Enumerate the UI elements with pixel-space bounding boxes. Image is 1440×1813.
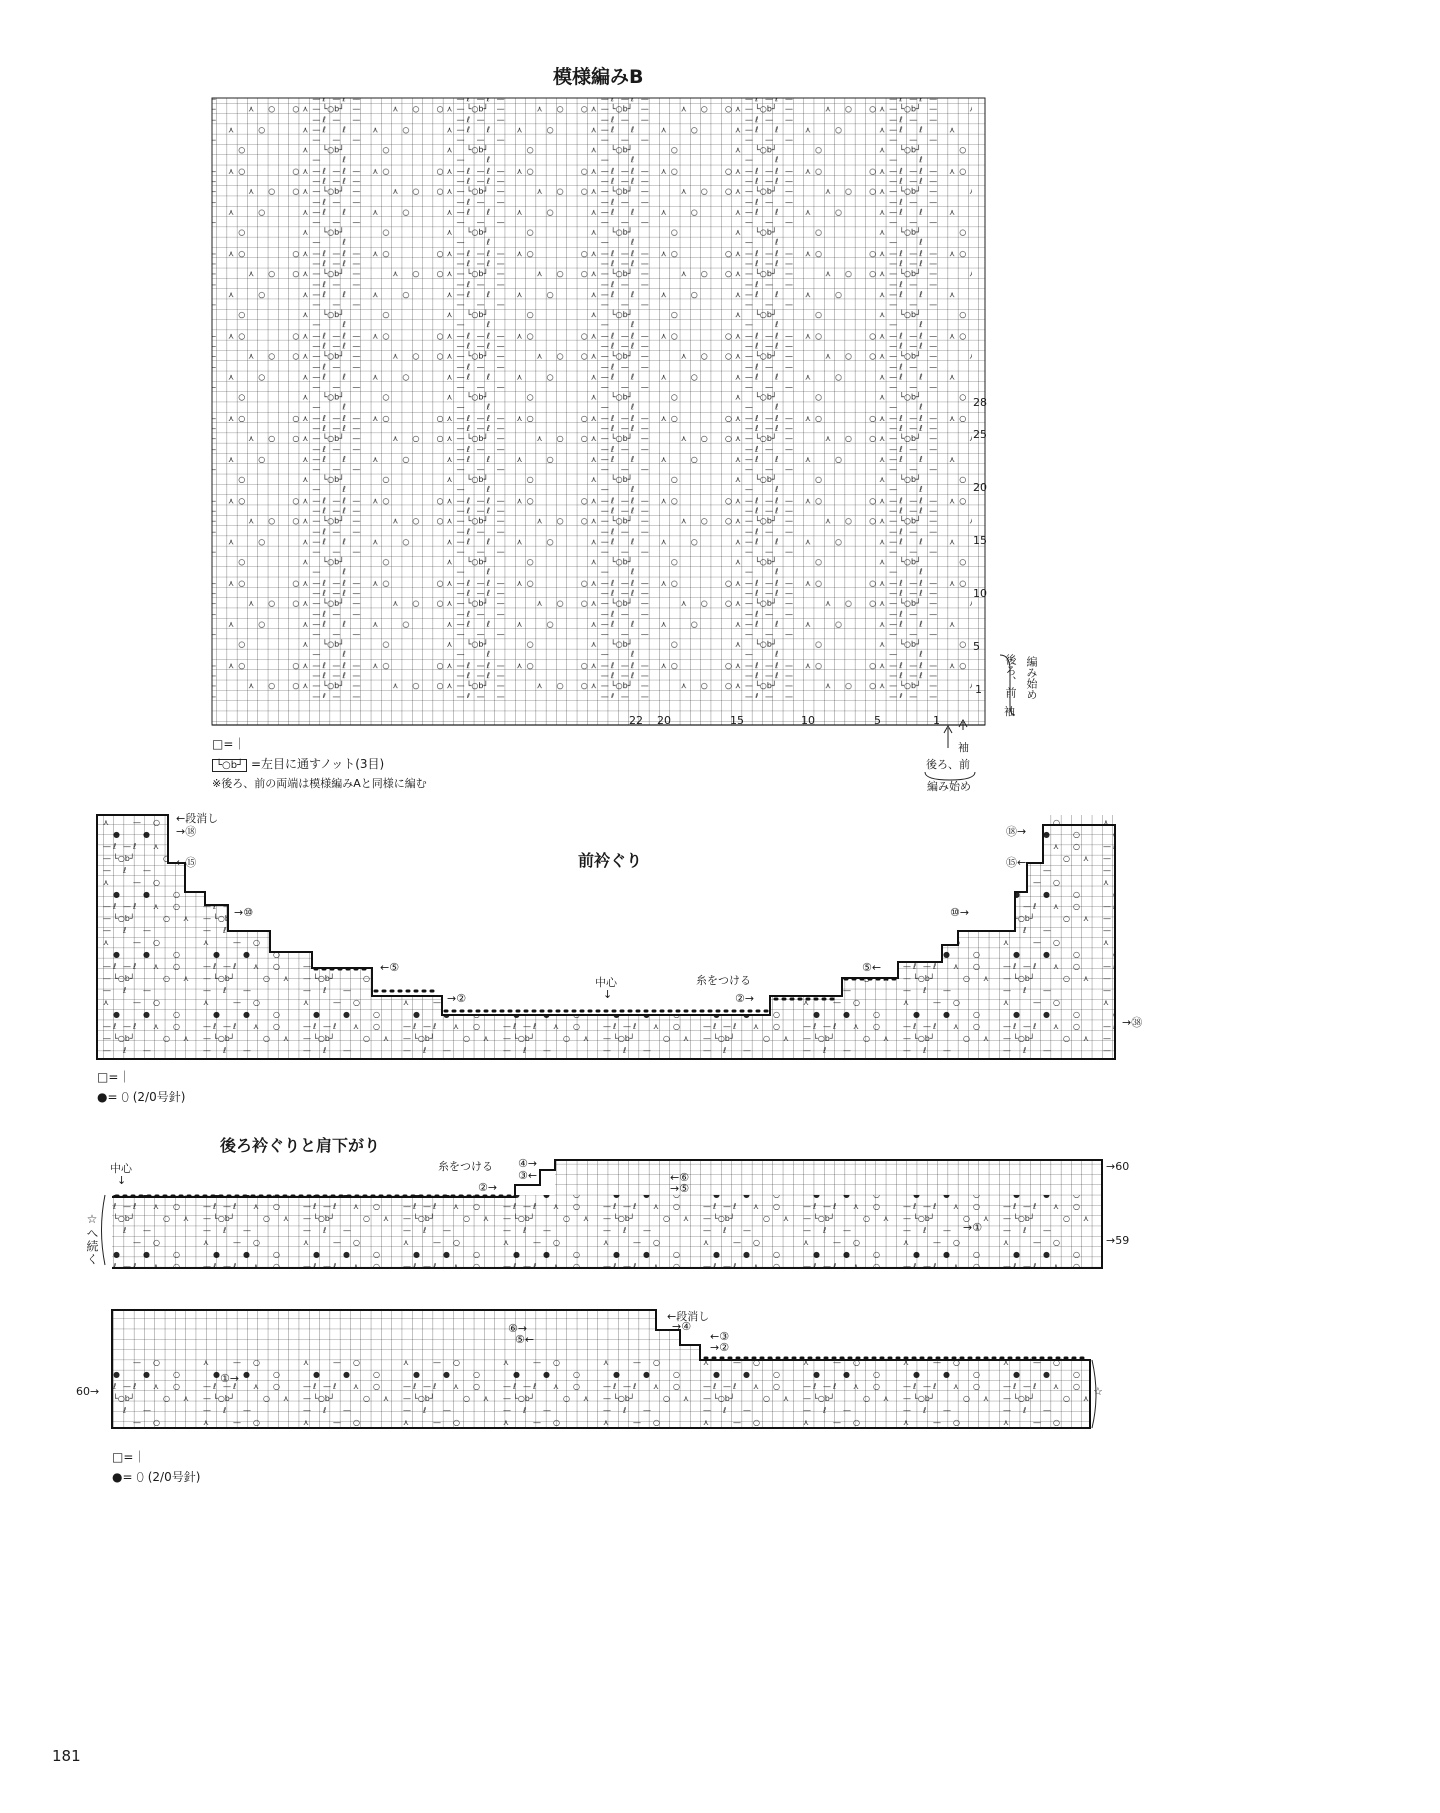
n10: ⑩ <box>950 906 960 919</box>
back-center-arrow: ↓ <box>117 1174 127 1187</box>
bobble-icon: ⬯ <box>121 1090 129 1104</box>
n18: ⑱ <box>1006 825 1017 838</box>
bobble-label: ●= <box>112 1470 133 1484</box>
col-number: 5 <box>874 714 881 727</box>
col-number: 10 <box>801 714 815 727</box>
n2: ② <box>719 1341 730 1354</box>
row-marker-5: →⑤ <box>670 1182 690 1195</box>
n60: 60 <box>1115 1160 1130 1173</box>
legend-plain-text: □=｜ <box>212 737 246 751</box>
back-neck-chart-top <box>112 1160 1102 1268</box>
bobble-note: (2/0号針) <box>132 1090 186 1104</box>
row-marker-60-bottom: 60→ <box>76 1385 100 1398</box>
row-marker-60-top: →60 <box>1106 1160 1130 1173</box>
row-marker-10-right: ⑩→ <box>950 906 970 919</box>
n5: ⑤ <box>515 1333 525 1346</box>
back-neck-chart-bottom <box>112 1310 1090 1428</box>
row-marker-5b: ⑤← <box>515 1333 535 1346</box>
row-marker-4b: →④ <box>672 1320 692 1333</box>
row-marker-2-left: →② <box>447 992 467 1005</box>
bobble-label: ●= <box>97 1090 118 1104</box>
col-number: 1 <box>933 714 940 727</box>
row-marker-2b: →② <box>710 1341 730 1354</box>
n3: ③ <box>719 1330 730 1343</box>
star-marker: ☆ <box>1093 1385 1103 1398</box>
bottom-label-sleeve: 袖 <box>958 741 969 754</box>
col-number: 15 <box>730 714 744 727</box>
n5: ⑤ <box>679 1182 690 1195</box>
row-number: 20 <box>973 481 987 494</box>
row-marker-18-right: ⑱→ <box>1006 825 1027 838</box>
side-label-start: 編み始め <box>1025 656 1038 700</box>
bind-off-back: ←段消し <box>667 1310 710 1323</box>
n4: ④ <box>518 1157 528 1170</box>
back-neck-title: 後ろ衿ぐりと肩下がり <box>220 1136 381 1155</box>
n6: ⑥ <box>508 1322 518 1335</box>
n2: ② <box>735 992 745 1005</box>
bobble-note: (2/0号針) <box>147 1470 201 1484</box>
row-number: 15 <box>973 534 987 547</box>
back-center-label: 中心 <box>110 1162 132 1175</box>
col-number: 20 <box>657 714 671 727</box>
n4: ④ <box>681 1320 692 1333</box>
front-legend-bobble <box>97 1088 185 1105</box>
bobble-icon: ⬯ <box>136 1470 144 1484</box>
row-number: 25 <box>973 428 987 441</box>
side-label-sleeve: 袖 <box>1004 705 1015 718</box>
col-number: 22 <box>629 714 643 727</box>
n1: ① <box>220 1372 230 1385</box>
n5: ⑤ <box>389 961 400 974</box>
n60: 60 <box>76 1385 90 1398</box>
bind-off-text: 段消し <box>185 812 219 825</box>
row-marker-15-left: ←⑮ <box>176 856 197 869</box>
n59: 59 <box>1115 1234 1130 1247</box>
knot-symbol: └○b┘ <box>212 759 247 772</box>
row-marker-10-left: →⑩ <box>234 906 254 919</box>
back-legend-bobble <box>112 1468 200 1485</box>
back-legend-plain: □=｜ <box>112 1450 146 1464</box>
bind-off-back-text: 段消し <box>676 1310 710 1323</box>
bottom-label-back-front: 後ろ、前 <box>926 758 970 771</box>
row-number: 5 <box>973 640 980 653</box>
row-marker-5-right: ⑤← <box>862 961 882 974</box>
row-marker-15-right: ⑮← <box>1006 856 1027 869</box>
n6: ⑥ <box>679 1171 690 1184</box>
n38: ㊳ <box>1131 1016 1143 1029</box>
back-attach-yarn: 糸をつける <box>438 1160 493 1173</box>
row-marker-18-left: →⑱ <box>176 825 197 838</box>
row-marker-5-left: ←⑤ <box>380 961 400 974</box>
chart-b-title: 模様編みB <box>553 66 644 88</box>
n3: ③ <box>518 1169 528 1182</box>
n1: ① <box>972 1221 983 1234</box>
n5: ⑤ <box>862 961 872 974</box>
legend-knot <box>212 755 384 772</box>
page-number: 181 <box>52 1747 81 1765</box>
legend-plain <box>212 735 245 752</box>
row-marker-4: ④→ <box>518 1157 538 1170</box>
row-number: 28 <box>973 396 987 409</box>
row-marker-3: ③← <box>518 1169 538 1182</box>
bottom-label-start: 編み始め <box>927 780 971 793</box>
row-marker-1b: ①→ <box>220 1372 240 1385</box>
side-label-back-front: 後ろ、前 <box>1004 654 1017 698</box>
row-marker-1: →① <box>963 1221 983 1234</box>
n15: ⑮ <box>185 856 197 869</box>
legend-knot-text: =左目に通すノット(3目) <box>250 757 385 771</box>
n15: ⑮ <box>1006 856 1017 869</box>
row-number: 10 <box>973 587 987 600</box>
front-legend-plain: □=｜ <box>97 1070 131 1084</box>
bind-off-label: ←段消し <box>176 812 219 825</box>
row-marker-6b: ⑥→ <box>508 1322 528 1335</box>
n10: ⑩ <box>243 906 254 919</box>
n2: ② <box>478 1181 488 1194</box>
front-neck-title: 前衿ぐり <box>578 851 643 870</box>
row-marker-2: ②→ <box>478 1181 498 1194</box>
row-marker-38: →㊳ <box>1122 1016 1143 1029</box>
continue-label: ☆へ続く <box>85 1212 99 1266</box>
chart-b-note: ※後ろ、前の両端は模様編みAと同様に編む <box>212 777 427 790</box>
row-marker-6: ←⑥ <box>670 1171 690 1184</box>
n2: ② <box>456 992 467 1005</box>
row-number: 1 <box>975 683 982 696</box>
row-marker-3b: ←③ <box>710 1330 730 1343</box>
center-label: 中心 <box>595 976 617 989</box>
row-marker-59: →59 <box>1106 1234 1130 1247</box>
attach-yarn-label: 糸をつける <box>696 974 751 987</box>
row-marker-2-right: ②→ <box>735 992 755 1005</box>
n18: ⑱ <box>185 825 197 838</box>
center-arrow: ↓ <box>603 988 613 1001</box>
